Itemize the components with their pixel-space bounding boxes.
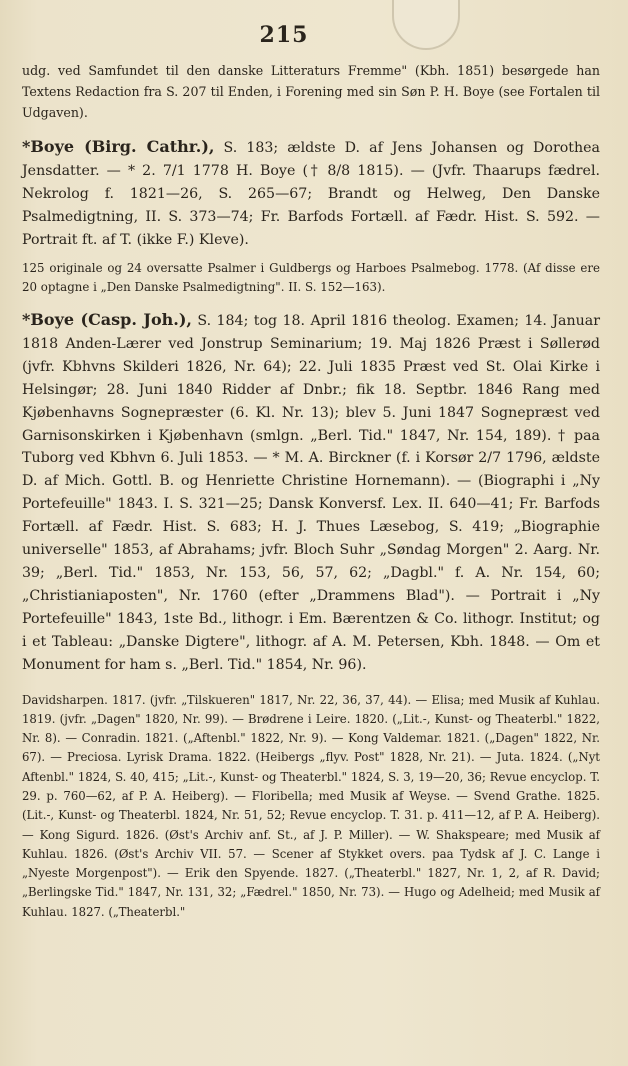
intro-paragraph: udg. ved Samfundet til den danske Litteraturs Fremme" (Kbh. 1851) besørgede han Textens Redaction fra S. 207 til Enden, i Forening med sin Søn P. H. Boye (see Fortalen til Udgaven).	[22, 63, 600, 120]
works-list: Davidsharpen. 1817. (jvfr. „Tilskueren" 1817, Nr. 22, 36, 37, 44). — Elisa; med Musik af Kuhlau. 1819. (jvfr. „Dagen" 1820, Nr. 99). — Brødrene i Leire. 1820. („Lit.-, Kunst- og Theaterbl." 1822, Nr. 8). — Conradin. 1821. („Aftenbl." 1822, Nr. 9). — Kong Valdemar. 1821. („Dagen" 1822, Nr. 67). — Preciosa. Lyrisk Drama. 1822. (Heibergs „flyv. Post" 1828, Nr. 21). — Juta. 1824. („Nyt Aftenbl." 1824, S. 40, 415; „Lit.-, Kunst- og Theaterbl." 1824, S. 3, 19—20, 36; Revue encyclop. T. 29. p. 760—62, af P. A. Heiberg). — Floribella; med Musik af Weyse. — Svend Grathe. 1825. (Lit.-, Kunst- og Theaterbl. 1824, Nr. 51, 52; Revue encyclop. T. 31. p. 411—12, af P. A. Heiberg). — Kong Sigurd. 1826. (Øst's Archiv anf. St., af J. P. Miller). — W. Shakspeare; med Musik af Kuhlau. 1826. (Øst's Archiv VII. 57. — Scener af Stykket overs. paa Tydsk af J. C. Lange i „Nyeste Morgenpost"). — Erik den Spyende. 1827. („Theaterbl." 1827, Nr. 1, 2, af R. David; „Berlingske Tid." 1847, Nr. 131, 32; „Fædrel." 1850, Nr. 73). — Hugo og Adelheid; med Musik af Kuhlau. 1827. („Theaterbl."	[22, 692, 600, 919]
page-number: 215	[259, 22, 309, 48]
entry-body: S. 183; ældste D. af Jens Johansen og Dorothea Jensdatter. — * 2. 7/1 1778 H. Boye († 8/8 1815). — (Jvfr. Thaarups fædrel. Nekrolog f. 1821—26, S. 265—67; Brandt og Helweg, Den Danske Psalmedigtning, II. S. 373—74; Fr. Barfods Fortæll. af Fædr. Hist. S. 592. — Portrait ft. af T. (ikke F.) Kleve).	[22, 140, 600, 248]
entry-casp-joh	[22, 309, 600, 677]
entry-headword: *Boye (Casp. Joh.),	[22, 310, 192, 329]
entry-birg-cathr	[22, 135, 600, 252]
entry-headword: *Boye (Birg. Cathr.),	[22, 137, 215, 156]
entry-body: S. 184; tog 18. April 1816 theolog. Examen; 14. Januar 1818 Anden-Lærer ved Jonstrup Seminarium; 19. Maj 1826 Præst i Søllerød (jvfr. Kbhvns Skilderi 1826, Nr. 64); 22. Juli 1835 Præst ved St. Olai Kirke i Helsingør; 28. Juni 1840 Ridder af Dnbr.; fik 18. Septbr. 1846 Rang med Kjøbenhavns Sognepræster (6. Kl. Nr. 13); blev 5. Juni 1847 Sognepræst ved Garnisonskirken i Kjøbenhavn (smlgn. „Berl. Tid." 1847, Nr. 154, 189). † paa Tuborg ved Kbhvn 6. Juli 1853. — * M. A. Birckner (f. i Korsør 2/7 1796, ældste D. af Mich. Gottl. B. og Henriette Christine Hornemann). — (Biographi i „Ny Portefeuille" 1843. I. S. 321—25; Dansk Konversf. Lex. II. 640—41; Fr. Barfods Fortæll. af Fædr. Hist. S. 683; H. J. Thues Læsebog, S. 419; „Biographie universelle" 1853, af Abrahams; jvfr. Bloch Suhr „Søndag Morgen" 2. Aarg. Nr. 39; „Berl. Tid." 1853, Nr. 153, 56, 57, 62; „Dagbl." f. A. Nr. 154, 60; „Christianiaposten", Nr. 1760 (efter „Drammens Blad"). — Portrait i „Ny Portefeuille" 1843, 1ste Bd., lithogr. i Em. Bærentzen & Co. lithogr. Institut; og i et Tableau: „Danske Digtere", lithogr. af A. M. Petersen, Kbh. 1848. — Om et Monument for ham s. „Berl. Tid." 1854, Nr. 96).	[22, 313, 600, 673]
entry-note: 125 originale og 24 oversatte Psalmer i Guldbergs og Harboes Psalmebog. 1778. (Af disse ere 20 optagne i „Den Danske Psalmedigtning". II. S. 152—163).	[22, 261, 600, 294]
page-text	[22, 60, 600, 922]
